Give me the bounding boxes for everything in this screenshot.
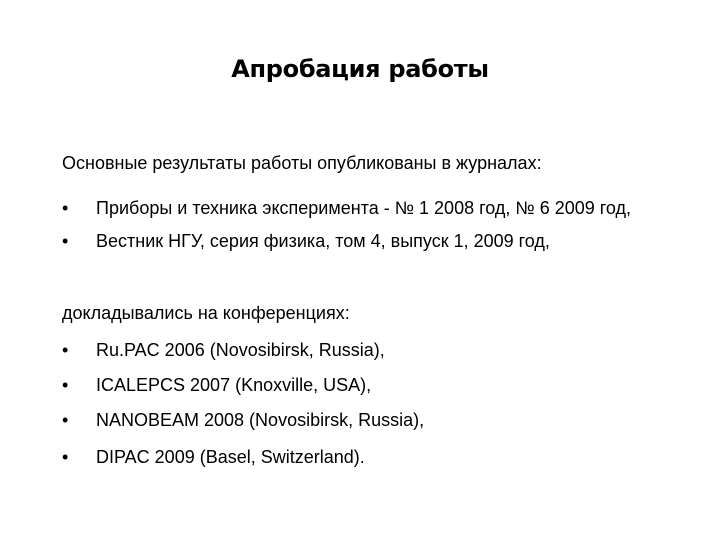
conference-text: NANOBEAM 2008 (Novosibirsk, Russia), bbox=[96, 410, 425, 430]
bullet-icon: • bbox=[62, 375, 69, 395]
bullet-icon: • bbox=[62, 198, 69, 218]
bullet-icon: • bbox=[62, 410, 69, 430]
slide-title: Апробация работы bbox=[231, 55, 489, 83]
journals-intro: Основные результаты работы опубликованы в журналах: bbox=[62, 153, 542, 173]
bullet-icon: • bbox=[62, 231, 69, 251]
journal-text: Приборы и техника эксперимента - № 1 2008 год, № 6 2009 год, bbox=[96, 198, 632, 218]
conferences-intro: докладывались на конференциях: bbox=[62, 303, 350, 323]
conference-text: ICALEPCS 2007 (Knoxville, USA), bbox=[96, 375, 372, 395]
conference-text: Ru.PAC 2006 (Novosibirsk, Russia), bbox=[96, 340, 385, 360]
journal-text: Вестник НГУ, серия физика, том 4, выпуск 1, 2009 год, bbox=[96, 231, 550, 251]
bullet-icon: • bbox=[62, 447, 69, 467]
bullet-icon: • bbox=[62, 340, 69, 360]
conference-text: DIPAC 2009 (Basel, Switzerland). bbox=[96, 447, 365, 467]
